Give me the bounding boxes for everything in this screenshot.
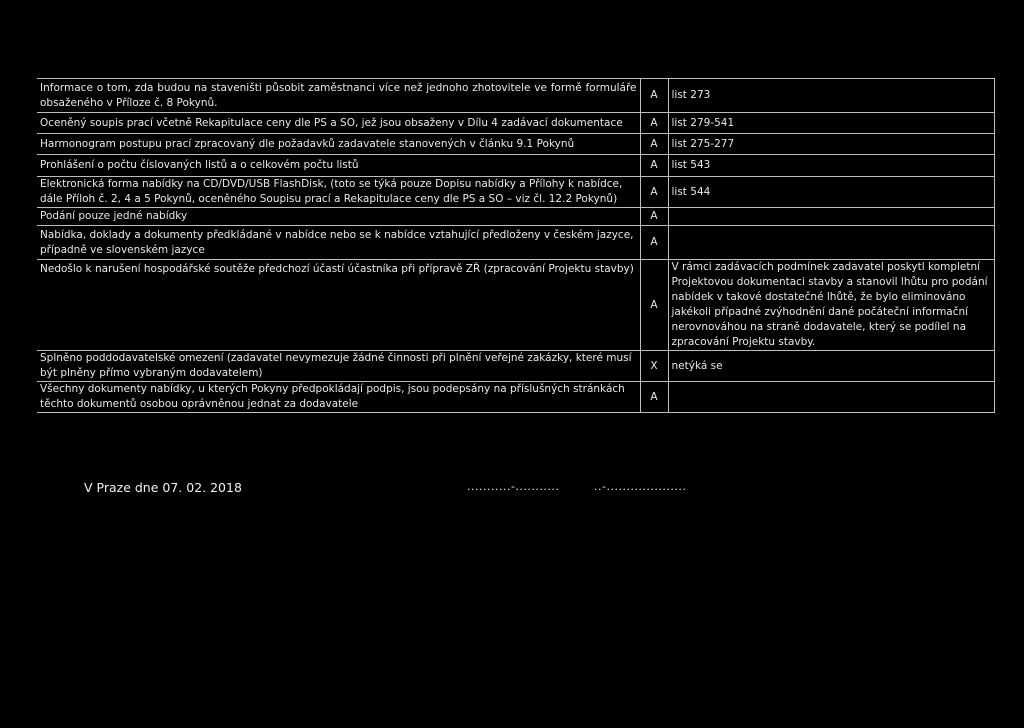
- status-cell: A: [640, 134, 668, 155]
- requirement-cell: Informace o tom, zda budou na staveništi působit zaměstnanci více než jednoho zhotovitele ve formě formuláře obsaženého v Příloze č. 8 Pokynů.: [37, 79, 640, 113]
- note-cell: netýká se: [668, 351, 994, 382]
- note-cell: [668, 382, 994, 413]
- note-cell: [668, 208, 994, 226]
- note-cell: list 279-541: [668, 113, 994, 134]
- table-row: [37, 177, 994, 208]
- status-cell: A: [640, 208, 668, 226]
- status-cell: A: [640, 226, 668, 260]
- status-cell: A: [640, 155, 668, 177]
- checklist-table: [37, 78, 995, 413]
- table-row: [37, 113, 994, 134]
- requirement-cell: Nedošlo k narušení hospodářské soutěže předchozí účastí účastníka při přípravě ZŘ (zpracování Projektu stavby): [37, 260, 640, 351]
- note-cell: [668, 226, 994, 260]
- status-cell: X: [640, 351, 668, 382]
- signature-line-1: ...........-...........: [467, 480, 560, 493]
- requirement-cell: Oceněný soupis prací včetně Rekapitulace ceny dle PS a SO, jež jsou obsaženy v Dílu 4 zadávací dokumentace: [37, 113, 640, 134]
- signature-line-2: ..-....................: [594, 480, 687, 493]
- status-cell: A: [640, 382, 668, 413]
- table-row: [37, 382, 994, 413]
- status-cell: A: [640, 79, 668, 113]
- table-row: [37, 134, 994, 155]
- table-row: [37, 351, 994, 382]
- requirement-cell: Podání pouze jedné nabídky: [37, 208, 640, 226]
- table-row: [37, 155, 994, 177]
- note-cell: list 543: [668, 155, 994, 177]
- note-cell: V rámci zadávacích podmínek zadavatel poskytl kompletní Projektovou dokumentaci stavby a stanovil lhůtu pro podání nabídek v takové dostatečné lhůtě, že bylo eliminováno jakékoli případné zvýhodnění dané počáteční informační nerovnováhou na straně dodavatele, který se podílel na zpracování Projektu stavby.: [668, 260, 994, 351]
- requirement-cell: Harmonogram postupu prací zpracovaný dle požadavků zadavatele stanovených v článku 9.1 Pokynů: [37, 134, 640, 155]
- table-row: [37, 260, 994, 351]
- table-row: [37, 226, 994, 260]
- note-cell: list 544: [668, 177, 994, 208]
- status-cell: A: [640, 177, 668, 208]
- status-cell: A: [640, 113, 668, 134]
- requirement-cell: Prohlášení o počtu číslovaných listů a o celkovém počtu listů: [37, 155, 640, 177]
- requirement-cell: Elektronická forma nabídky na CD/DVD/USB FlashDisk, (toto se týká pouze Dopisu nabídky a Přílohy k nabídce, dále Příloh č. 2, 4 a 5 Pokynů, oceněného Soupisu prací a Rekapitulace ceny dle PS a SO – viz čl. 12.2 Pokynů): [37, 177, 640, 208]
- table-row: [37, 79, 994, 113]
- requirement-cell: Splněno poddodavatelské omezení (zadavatel nevymezuje žádné činnosti při plnění veřejné zakázky, které musí být plněny přímo vybraným dodavatelem): [37, 351, 640, 382]
- note-cell: list 275-277: [668, 134, 994, 155]
- note-cell: list 273: [668, 79, 994, 113]
- requirement-cell: Nabídka, doklady a dokumenty předkládané v nabídce nebo se k nabídce vztahující předloženy v českém jazyce, případně ve slovenském jazyce: [37, 226, 640, 260]
- status-cell: A: [640, 260, 668, 351]
- table-row: [37, 208, 994, 226]
- place-date: V Praze dne 07. 02. 2018: [84, 480, 242, 495]
- requirement-cell: Všechny dokumenty nabídky, u kterých Pokyny předpokládají podpis, jsou podepsány na příslušných stránkách těchto dokumentů osobou oprávněnou jednat za dodavatele: [37, 382, 640, 413]
